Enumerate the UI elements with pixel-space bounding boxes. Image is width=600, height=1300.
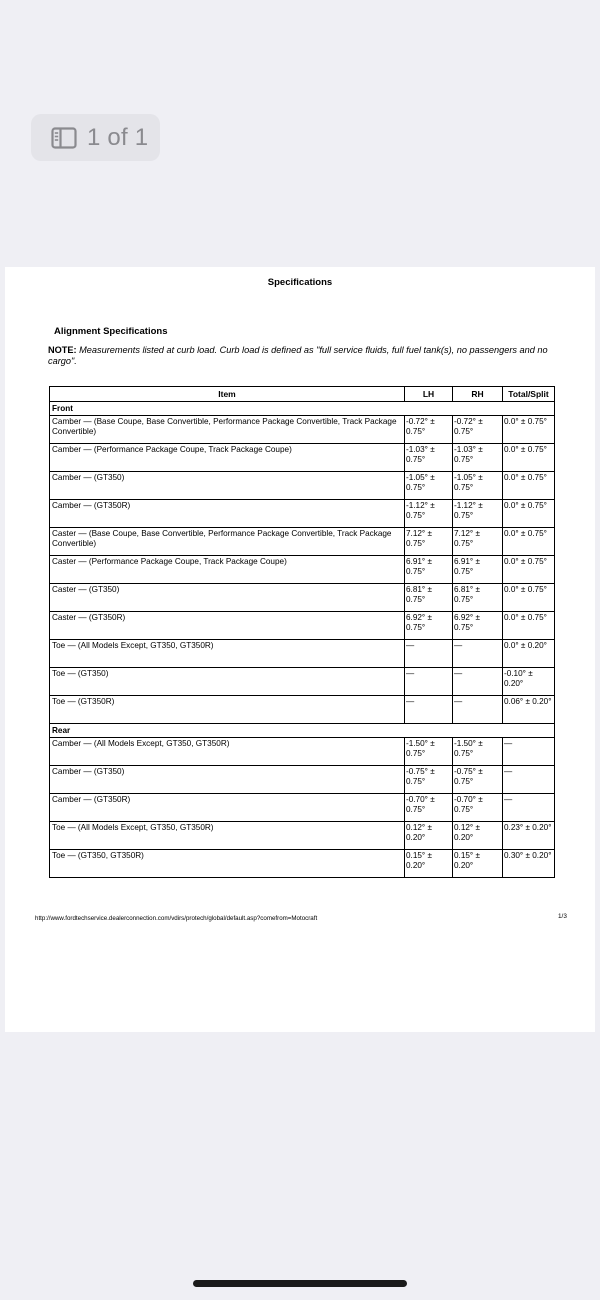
total-split-cell: 0.0° ± 0.75°: [503, 500, 555, 528]
item-cell: Camber — (GT350R): [50, 794, 405, 822]
rh-cell: —: [453, 696, 503, 724]
lh-cell: -1.05° ± 0.75°: [405, 472, 453, 500]
rh-cell: —: [453, 640, 503, 668]
item-cell: Camber — (Performance Package Coupe, Track Package Coupe): [50, 444, 405, 472]
item-cell: Camber — (GT350): [50, 472, 405, 500]
total-split-cell: —: [503, 738, 555, 766]
rh-cell: 6.91° ± 0.75°: [453, 556, 503, 584]
note-text: Measurements listed at curb load. Curb load is defined as "full service fluids, full fuel tank(s), no passengers and no cargo".: [48, 345, 548, 366]
total-split-cell: 0.0° ± 0.75°: [503, 584, 555, 612]
total-split-cell: 0.0° ± 0.75°: [503, 416, 555, 444]
home-indicator[interactable]: [193, 1280, 407, 1287]
total-split-cell: 0.0° ± 0.75°: [503, 444, 555, 472]
footer-page-number: 1/3: [558, 913, 567, 920]
section-row: [50, 724, 555, 738]
item-cell: Caster — (GT350): [50, 584, 405, 612]
col-header-rh: RH: [453, 387, 503, 402]
rh-cell: 7.12° ± 0.75°: [453, 528, 503, 556]
rh-cell: -0.72° ± 0.75°: [453, 416, 503, 444]
section-title: Alignment Specifications: [54, 326, 168, 337]
rh-cell: -1.05° ± 0.75°: [453, 472, 503, 500]
total-split-cell: 0.23° ± 0.20°: [503, 822, 555, 850]
lh-cell: 0.15° ± 0.20°: [405, 850, 453, 878]
table-row: [50, 472, 555, 500]
page-indicator-label: 1 of 1: [87, 123, 149, 151]
total-split-cell: 0.0° ± 0.75°: [503, 528, 555, 556]
table-row: [50, 850, 555, 878]
item-cell: Caster — (Performance Package Coupe, Track Package Coupe): [50, 556, 405, 584]
table-row: [50, 528, 555, 556]
document-title: Specifications: [267, 277, 333, 288]
table-row: [50, 668, 555, 696]
total-split-cell: 0.30° ± 0.20°: [503, 850, 555, 878]
lh-cell: 6.81° ± 0.75°: [405, 584, 453, 612]
total-split-cell: -0.10° ± 0.20°: [503, 668, 555, 696]
item-cell: Caster — (GT350R): [50, 612, 405, 640]
total-split-cell: 0.0° ± 0.20°: [503, 640, 555, 668]
note-label: NOTE:: [48, 345, 77, 355]
rh-cell: 0.12° ± 0.20°: [453, 822, 503, 850]
section-label: Rear: [50, 724, 555, 738]
lh-cell: -1.03° ± 0.75°: [405, 444, 453, 472]
col-header-total-split: Total/Split: [503, 387, 555, 402]
table-row: [50, 640, 555, 668]
total-split-cell: —: [503, 794, 555, 822]
total-split-cell: —: [503, 766, 555, 794]
table-row: [50, 584, 555, 612]
item-cell: Camber — (All Models Except, GT350, GT350R): [50, 738, 405, 766]
lh-cell: —: [405, 640, 453, 668]
item-cell: Toe — (GT350, GT350R): [50, 850, 405, 878]
lh-cell: —: [405, 696, 453, 724]
section-label: Front: [50, 402, 555, 416]
item-cell: Camber — (Base Coupe, Base Convertible, Performance Package Convertible, Track Package Convertible): [50, 416, 405, 444]
rh-cell: 6.81° ± 0.75°: [453, 584, 503, 612]
item-cell: Camber — (GT350R): [50, 500, 405, 528]
page-indicator[interactable]: [31, 114, 160, 161]
total-split-cell: 0.0° ± 0.75°: [503, 472, 555, 500]
table-row: [50, 822, 555, 850]
lh-cell: —: [405, 668, 453, 696]
rh-cell: —: [453, 668, 503, 696]
rh-cell: -1.50° ± 0.75°: [453, 738, 503, 766]
table-row: [50, 766, 555, 794]
rh-cell: -1.03° ± 0.75°: [453, 444, 503, 472]
rh-cell: -0.70° ± 0.75°: [453, 794, 503, 822]
item-cell: Toe — (All Models Except, GT350, GT350R): [50, 640, 405, 668]
table-row: [50, 794, 555, 822]
total-split-cell: 0.0° ± 0.75°: [503, 612, 555, 640]
rh-cell: -1.12° ± 0.75°: [453, 500, 503, 528]
lh-cell: 6.91° ± 0.75°: [405, 556, 453, 584]
item-cell: Camber — (GT350): [50, 766, 405, 794]
alignment-spec-table: [49, 386, 555, 878]
rh-cell: 6.92° ± 0.75°: [453, 612, 503, 640]
item-cell: Toe — (GT350R): [50, 696, 405, 724]
rh-cell: 0.15° ± 0.20°: [453, 850, 503, 878]
table-row: [50, 416, 555, 444]
lh-cell: -1.50° ± 0.75°: [405, 738, 453, 766]
lh-cell: -1.12° ± 0.75°: [405, 500, 453, 528]
item-cell: Caster — (Base Coupe, Base Convertible, Performance Package Convertible, Track Package Convertible): [50, 528, 405, 556]
lh-cell: 6.92° ± 0.75°: [405, 612, 453, 640]
lh-cell: -0.70° ± 0.75°: [405, 794, 453, 822]
rh-cell: -0.75° ± 0.75°: [453, 766, 503, 794]
footer-url: http://www.fordtechservice.dealerconnection.com/vdirs/protech/global/default.asp?comefrom=Motocraft: [35, 915, 318, 922]
table-row: [50, 696, 555, 724]
table-row: [50, 500, 555, 528]
col-header-item: Item: [50, 387, 405, 402]
lh-cell: 7.12° ± 0.75°: [405, 528, 453, 556]
table-row: [50, 444, 555, 472]
table-row: [50, 612, 555, 640]
lh-cell: -0.72° ± 0.75°: [405, 416, 453, 444]
item-cell: Toe — (GT350): [50, 668, 405, 696]
table-row: [50, 738, 555, 766]
total-split-cell: 0.0° ± 0.75°: [503, 556, 555, 584]
table-row: [50, 556, 555, 584]
lh-cell: 0.12° ± 0.20°: [405, 822, 453, 850]
item-cell: Toe — (All Models Except, GT350, GT350R): [50, 822, 405, 850]
total-split-cell: 0.06° ± 0.20°: [503, 696, 555, 724]
note: [48, 345, 558, 367]
document-pages-icon: [51, 127, 77, 149]
document-page: [5, 267, 595, 1032]
table-header-row: [50, 387, 555, 402]
lh-cell: -0.75° ± 0.75°: [405, 766, 453, 794]
col-header-lh: LH: [405, 387, 453, 402]
section-row: [50, 402, 555, 416]
